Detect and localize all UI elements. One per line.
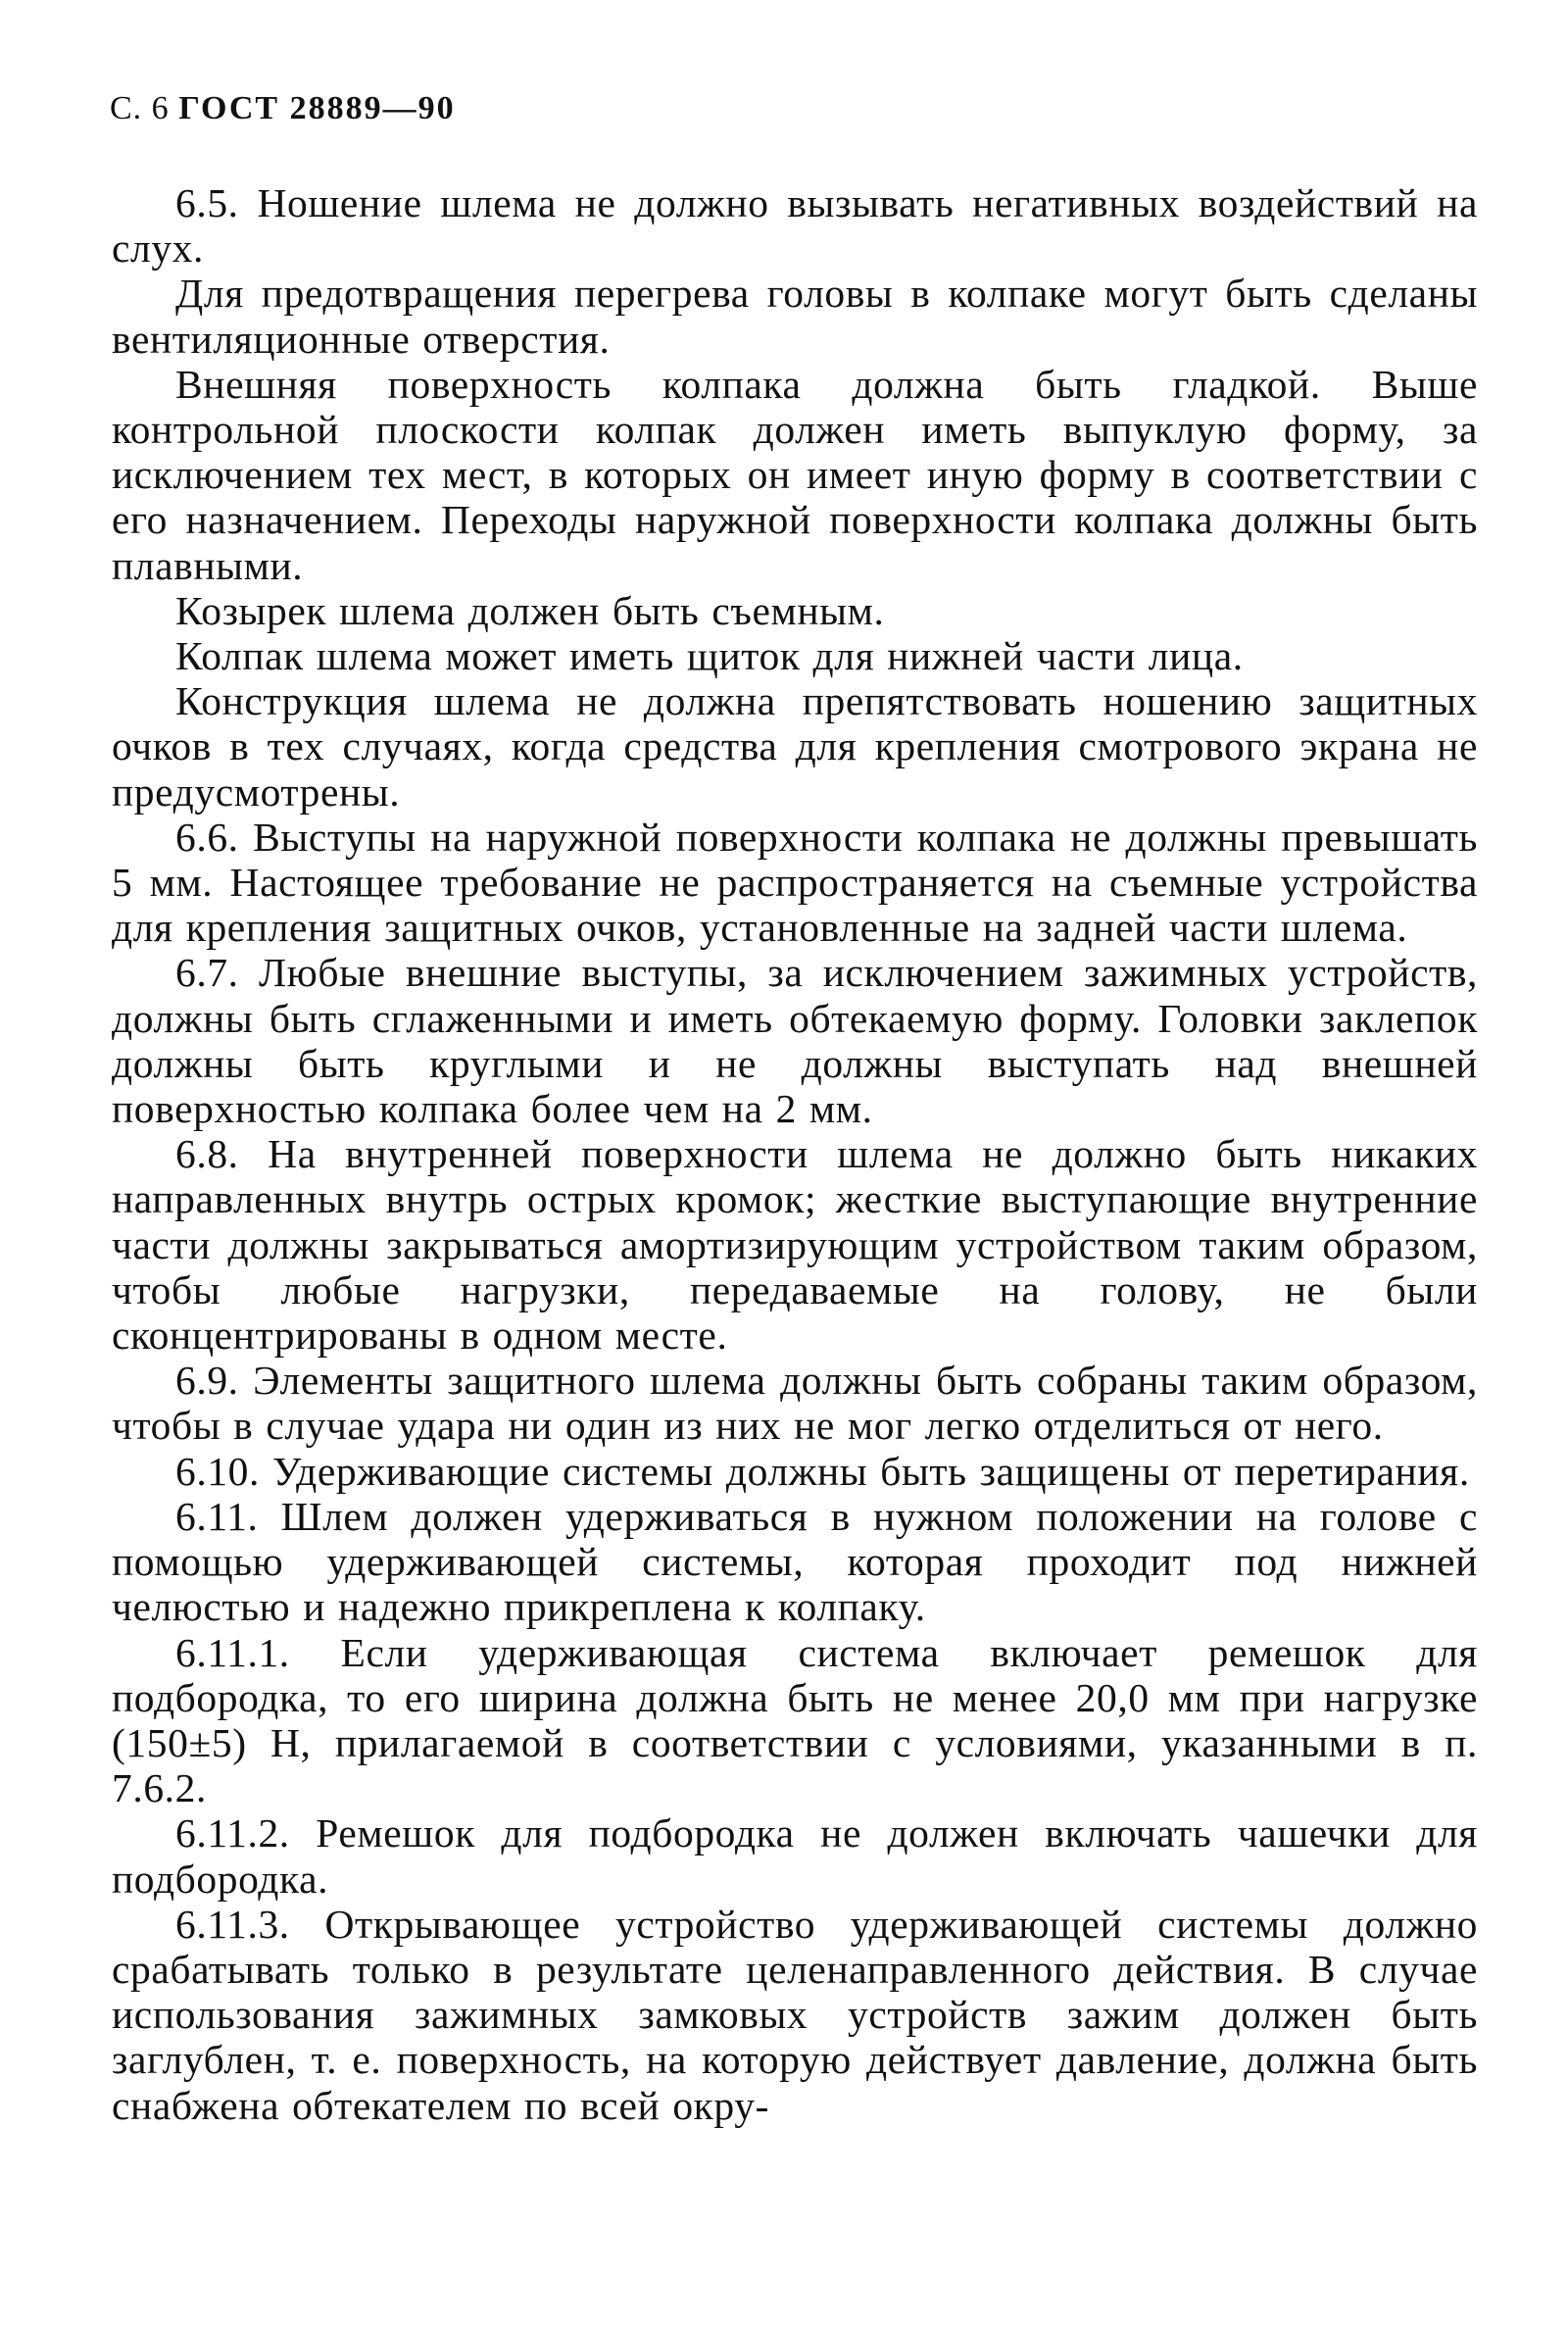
paragraph-6-10: 6.10. Удерживающие системы должны быть защищены от перетирания. <box>175 1448 1470 1494</box>
paragraph-6-11-3: 6.11.3. Открывающее устройство удерживающей системы должно срабатывать только в результате целенаправленного действия. В случае использования зажимных замковых устройств зажим должен быть заглублен, т. е. поверхность, на которую действует давление, должна быть снабжена обтекателем по всей окру- <box>112 1901 1478 2128</box>
paragraph-6-11: 6.11. Шлем должен удерживаться в нужном положении на голове с помощью удерживающей системы, которая проходит под нижней челюстью и надежно прикреплена к колпаку. <box>112 1493 1478 1630</box>
paragraph-6-7: 6.7. Любые внешние выступы, за исключением зажимных устройств, должны быть сглаженными и иметь обтекаемую форму. Головки заклепок должны быть круглыми и не должны выступать над внешней поверхностью колпака более чем на 2 мм. <box>112 950 1478 1132</box>
paragraph-6-11-2: 6.11.2. Ремешок для подбородка не должен включать чашечки для подбородка. <box>112 1810 1478 1902</box>
document-body <box>112 180 1478 2128</box>
page-number: С. 6 <box>110 90 170 126</box>
paragraph-6-8: 6.8. На внутренней поверхности шлема не должно быть никаких направленных внутрь острых кромок; жесткие выступающие внутренние части должны закрываться амортизирующим устройством таким образом, чтобы любые нагрузки, передаваемые на голову, не были сконцентрированы в одном месте. <box>112 1131 1478 1359</box>
paragraph-6-6: 6.6. Выступы на наружной поверхности колпака не должны превышать 5 мм. Настоящее требование не распространяется на съемные устройства для крепления защитных очков, установленные на задней части шлема. <box>112 814 1478 951</box>
paragraph-visor: Козырек шлема должен быть съемным. <box>175 587 885 633</box>
paragraph-goggles: Конструкция шлема не должна препятствовать ношению защитных очков в тех случаях, когда средства для крепления смотрового экрана не предусмотрены. <box>112 678 1478 815</box>
paragraph-6-11-1: 6.11.1. Если удерживающая система включает ремешок для подбородка, то его ширина должна быть не менее 20,0 мм при нагрузке (150±5) Н, прилагаемой в соответствии с условиями, указанными в п. 7.6.2. <box>112 1629 1478 1811</box>
paragraph-6-5: 6.5. Ношение шлема не должно вызывать негативных воздействий на слух. <box>112 180 1478 272</box>
paragraph-face-shield: Колпак шлема может иметь щиток для нижней части лица. <box>175 633 1244 679</box>
standard-number: ГОСТ 28889—90 <box>178 90 456 126</box>
paragraph-6-9: 6.9. Элементы защитного шлема должны быть собраны таким образом, чтобы в случае удара ни один из них не мог легко отделиться от него. <box>112 1358 1478 1449</box>
paragraph-outer-surface: Внешняя поверхность колпака должна быть гладкой. Выше контрольной плоскости колпак должен иметь выпуклую форму, за исключением тех мест, в которых он имеет иную форму в соответствии с его назначением. Переходы наружной поверхности колпака должны быть плавными. <box>112 361 1478 588</box>
paragraph-ventilation: Для предотвращения перегрева головы в колпаке могут быть сделаны вентиляционные отверстия. <box>112 271 1478 362</box>
page-header <box>110 90 456 127</box>
